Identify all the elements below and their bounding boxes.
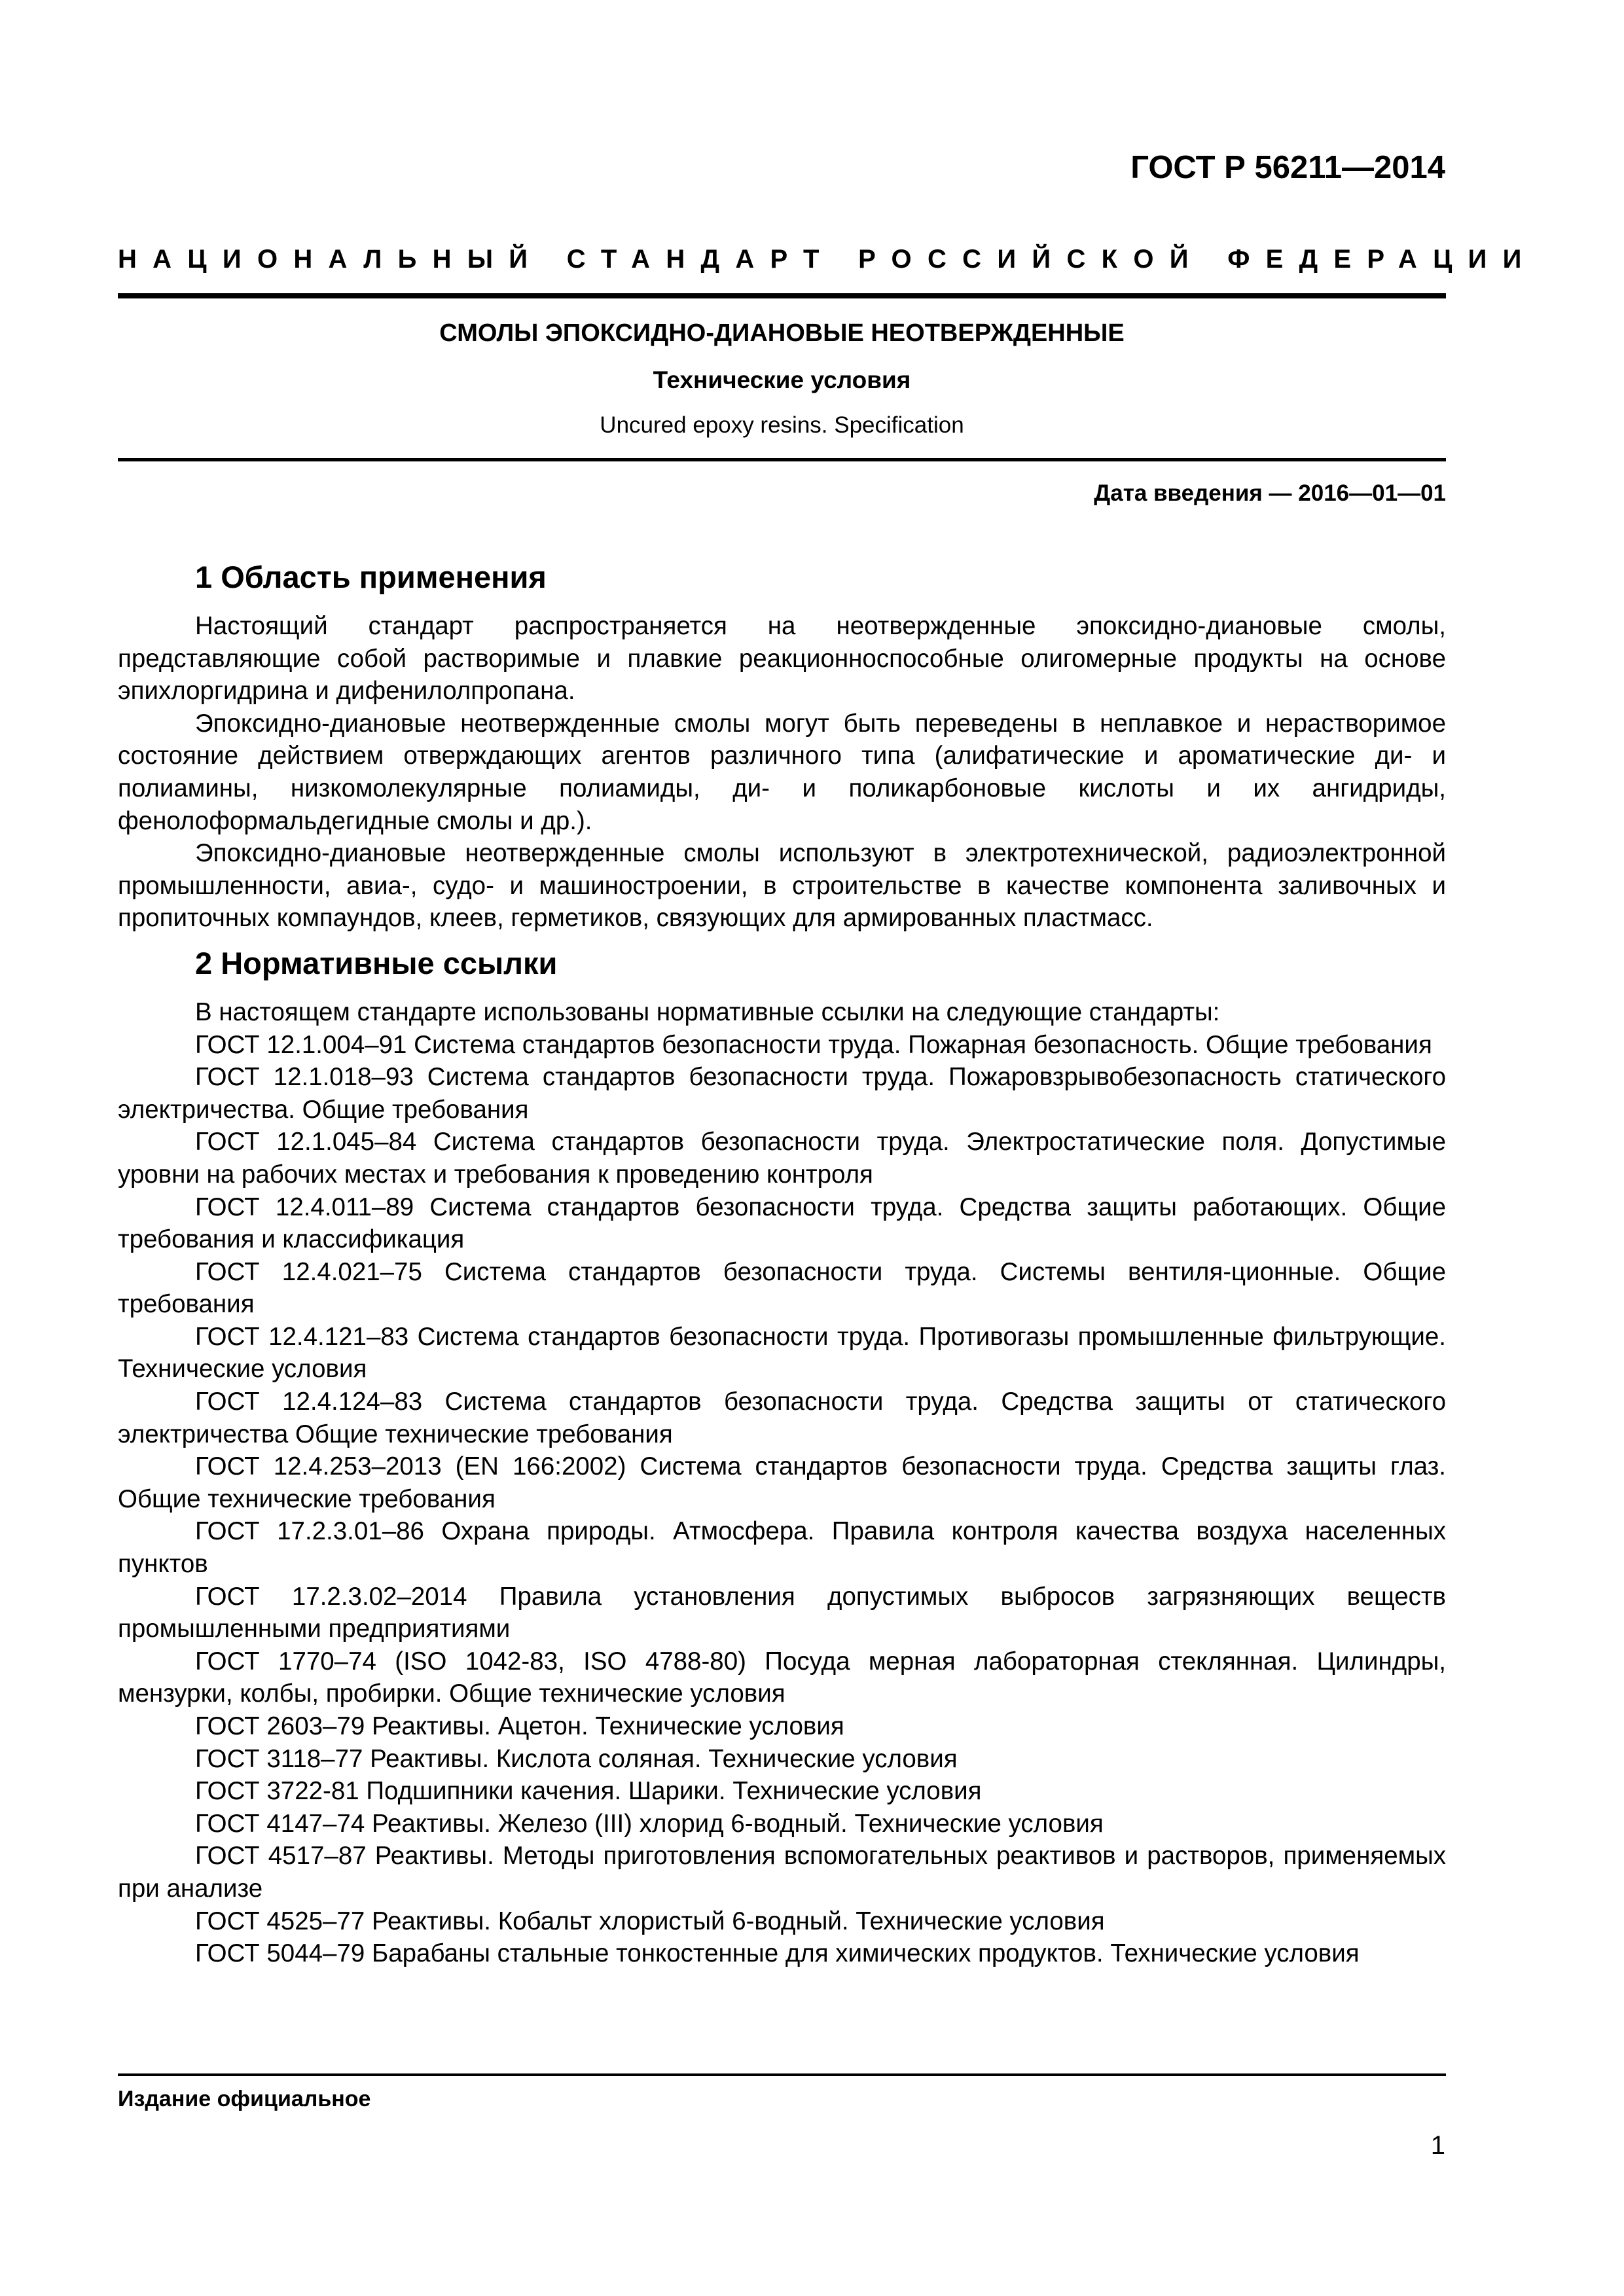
reference-item: ГОСТ 12.1.018–93 Система стандартов безопасности труда. Пожаровзрывобезопасность статического электричества. Общие требования: [118, 1063, 1446, 1124]
references-intro: В настоящем стандарте использованы нормативные ссылки на следующие стандарты:: [195, 997, 1220, 1026]
document-body: [118, 558, 1446, 1970]
reference-item: ГОСТ 12.4.121–83 Система стандартов безопасности труда. Противогазы промышленные фильтрующие. Технические условия: [118, 1322, 1446, 1384]
document-title-english: Uncured epoxy resins. Specification: [600, 412, 964, 438]
standard-code: ГОСТ Р 56211—2014: [1130, 150, 1445, 185]
scope-paragraph: Настоящий стандарт распространяется на неотвержденные эпоксидно-диановые смолы, представляющие собой растворимые и плавкие реакционноспособные олигомерные продукты на основе эпихлоргидрина и дифенилолпропана.: [118, 612, 1446, 706]
reference-item: ГОСТ 12.1.045–84 Система стандартов безопасности труда. Электростатические поля. Допустимые уровни на рабочих местах и требования к проведению контроля: [118, 1128, 1446, 1189]
reference-item: ГОСТ 12.4.011–89 Система стандартов безопасности труда. Средства защиты работающих. Общие требования и классификация: [118, 1193, 1446, 1254]
reference-item: ГОСТ 1770–74 (ISO 1042-83, ISO 4788-80) Посуда мерная лабораторная стеклянная. Цилиндры, мензурки, колбы, пробирки. Общие технические условия: [118, 1647, 1446, 1708]
reference-item: ГОСТ 12.1.004–91 Система стандартов безопасности труда. Пожарная безопасность. Общие требования: [195, 1030, 1432, 1059]
reference-item: ГОСТ 17.2.3.02–2014 Правила установления допустимых выбросов загрязняющих веществ промышленными предприятиями: [118, 1582, 1446, 1643]
reference-item: ГОСТ 4147–74 Реактивы. Железо (III) хлорид 6-водный. Технические условия: [195, 1809, 1104, 1838]
reference-item: ГОСТ 17.2.3.01–86 Охрана природы. Атмосфера. Правила контроля качества воздуха населенных пунктов: [118, 1517, 1446, 1579]
reference-item: ГОСТ 3722-81 Подшипники качения. Шарики. Технические условия: [195, 1777, 982, 1806]
scope-paragraph: Эпоксидно-диановые неотвержденные смолы используют в электротехнической, радиоэлектронной промышленности, авиа-, судо- и машиностроении, в строительстве в качестве компонента заливочных и пропиточных компаундов, клеев, герметиков, связующих для армированных пластмасс.: [118, 839, 1446, 933]
reference-item: ГОСТ 12.4.124–83 Система стандартов безопасности труда. Средства защиты от статического электричества Общие технические требования: [118, 1388, 1446, 1448]
reference-item: ГОСТ 4517–87 Реактивы. Методы приготовления вспомогательных реактивов и растворов, применяемых при анализе: [118, 1842, 1446, 1903]
document-title: СМОЛЫ ЭПОКСИДНО-ДИАНОВЫЕ НЕОТВЕРЖДЕННЫЕ: [439, 319, 1125, 347]
header-divider-thick: [118, 293, 1446, 298]
national-standard-title: НАЦИОНАЛЬНЫЙ СТАНДАРТ РОССИЙСКОЙ ФЕДЕРАЦИИ: [118, 245, 1538, 274]
document-subtitle: Технические условия: [653, 367, 911, 393]
reference-item: ГОСТ 12.4.021–75 Система стандартов безопасности труда. Системы вентиля-ционные. Общие требования: [118, 1257, 1446, 1319]
introduction-date: Дата введения — 2016—01—01: [1094, 480, 1446, 506]
official-edition-label: Издание официальное: [118, 2087, 371, 2111]
page-number: 1: [1430, 2131, 1445, 2160]
section-heading-scope: 1 Область применения: [195, 560, 547, 594]
reference-item: ГОСТ 5044–79 Барабаны стальные тонкостенные для химических продуктов. Технические условия: [195, 1939, 1360, 1968]
header-divider: [118, 458, 1446, 461]
reference-item: ГОСТ 12.4.253–2013 (EN 166:2002) Система стандартов безопасности труда. Средства защиты глаз. Общие технические требования: [118, 1452, 1446, 1513]
reference-item: ГОСТ 3118–77 Реактивы. Кислота соляная. Технические условия: [195, 1744, 958, 1773]
scope-paragraph: Эпоксидно-диановые неотвержденные смолы могут быть переведены в неплавкое и нерастворимое состояние действием отверждающих агентов различного типа (алифатические и ароматические ди- и полиамины, низкомолекулярные полиамиды, ди- и поликарбоновые кислоты и их ангидриды, фенолоформальдегидные смолы и др.).: [118, 709, 1446, 835]
reference-item: ГОСТ 2603–79 Реактивы. Ацетон. Технические условия: [195, 1712, 844, 1740]
footer-divider: [118, 2073, 1446, 2076]
reference-item: ГОСТ 4525–77 Реактивы. Кобальт хлористый 6-водный. Технические условия: [195, 1907, 1105, 1935]
section-heading-normative-references: 2 Нормативные ссылки: [195, 945, 558, 980]
